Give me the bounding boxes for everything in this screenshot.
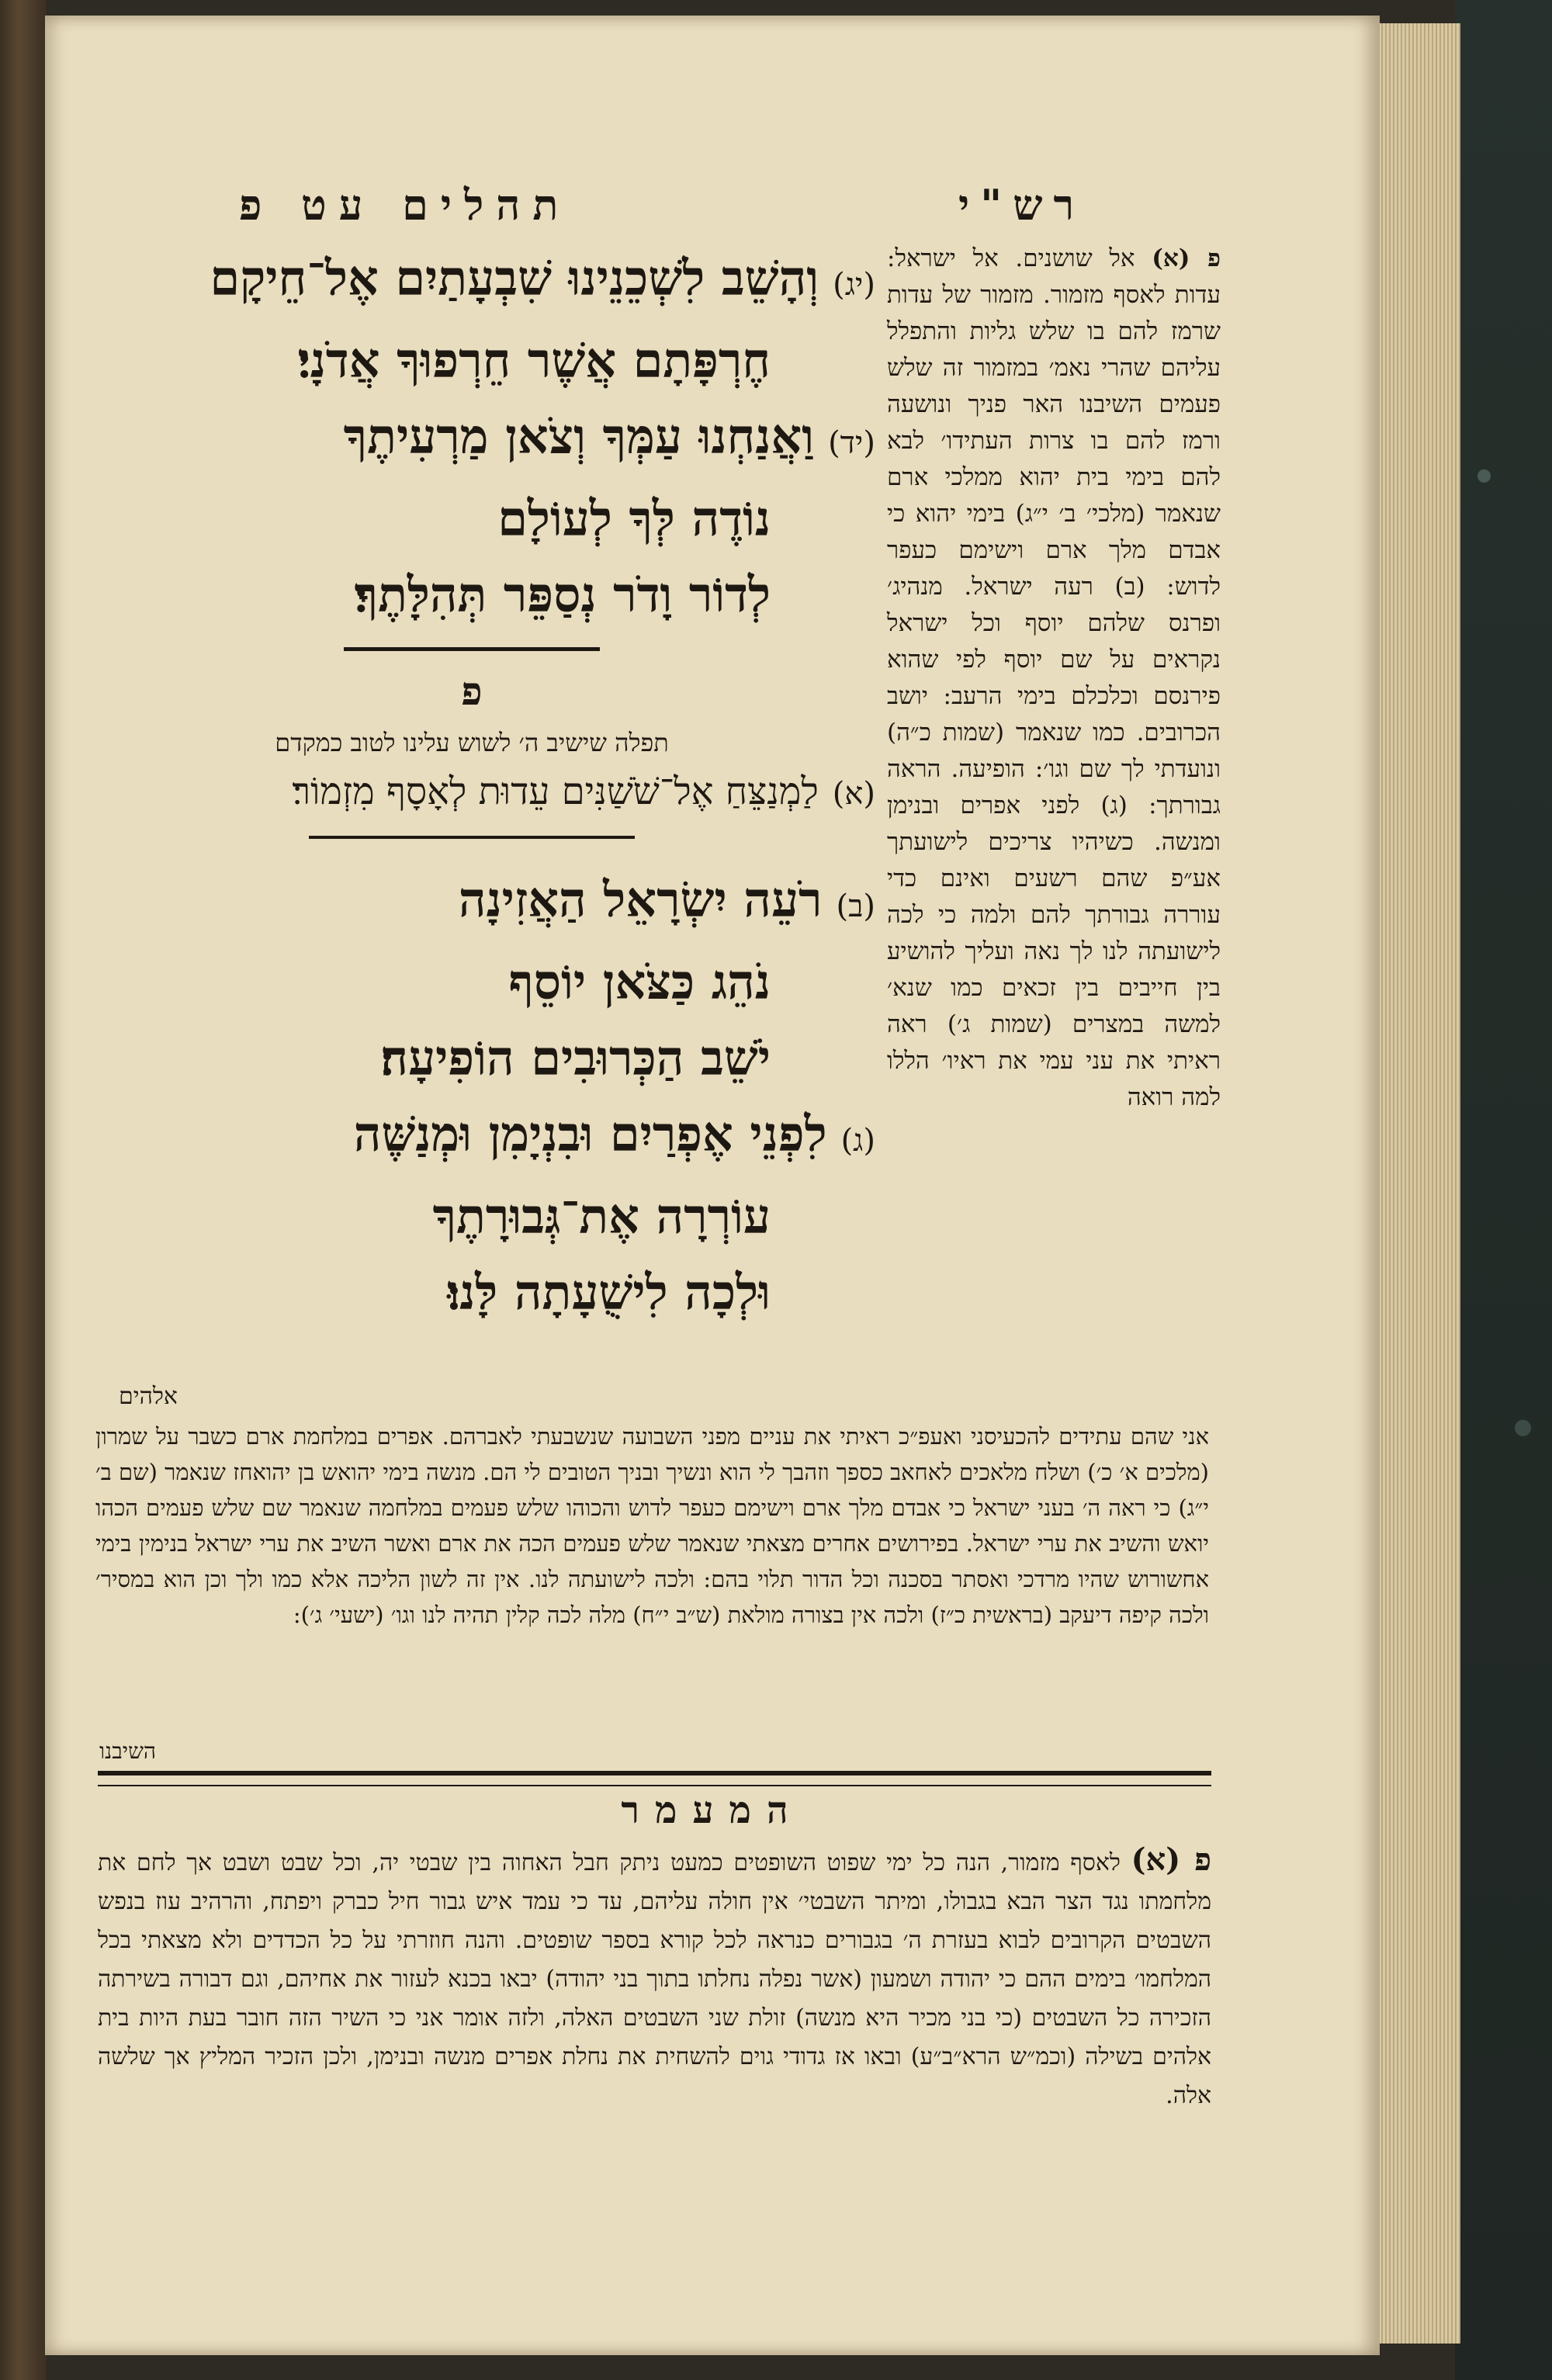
verse-text: רֹעֵה יִשְׂרָאֵל הַאֲזִינָה bbox=[458, 871, 823, 928]
verse-line: נוֹדֶה לְּךָ לְעוֹלָם bbox=[497, 490, 771, 547]
verse-number: (ב) bbox=[836, 889, 875, 924]
verse-line: וּלְכָה לִישֻׁעָתָה לָּנוּ׃ bbox=[447, 1264, 771, 1321]
verse-line bbox=[68, 862, 875, 944]
verse-text: וְהָשֵׁב לִשְׁכֵנֵינוּ שִׁבְעָתַיִם אֶל־חֵיקָם bbox=[210, 250, 819, 307]
section-divider bbox=[344, 647, 600, 651]
parasha-mark: פ bbox=[461, 668, 483, 714]
catchword: השיבנו bbox=[99, 1738, 157, 1764]
verse-line bbox=[68, 241, 875, 323]
scripture-column bbox=[68, 241, 875, 1331]
double-rule-divider bbox=[98, 1771, 1211, 1786]
commentary-header: רש"י bbox=[958, 180, 1085, 230]
verse-line bbox=[68, 399, 875, 481]
page-edges bbox=[1374, 23, 1460, 2344]
running-header: תהלים עט פ bbox=[239, 180, 571, 230]
verse-line bbox=[68, 1096, 875, 1179]
book-binding bbox=[0, 0, 47, 2380]
verse-number: (ג) bbox=[840, 1123, 875, 1159]
verse-line: יֹשֵׁב הַכְּרוּבִים הוֹפִיעָה׃ bbox=[380, 1030, 771, 1086]
verse-line: לְדוֹר וָדֹר נְסַפֵּר תְּהִלָּתֶךָ׃ bbox=[354, 566, 771, 623]
rashi-commentary-continued: אני שהם עתידים להכעיסני ואעפ״כ ראיתי את עניים מפני השבועה שנשבעתי לאברהם. אפרים במלחמת ארם כשבר על שמרון (מלכים א׳ כ׳) ושלח מלאכים לאחאב כספך וזהבך לי הוא ונשיך ובניך הטובים לי הם. מנשה בימי יהואש בן יהואחז שנאמר (שם ב׳ י״ג) כי ראה ה׳ בעני ישראל כי אבדם מלך ארם וישימם כעפר לדוש והכוהו שלש פעמים במלחמה שנאמר שם שלש פעמים הכהו יואש והשיב את ערי ישראל. בפירושים אחרים מצאתי שנאמר שלש פעמים הכה את ארם ואשר השיב את ערי ישראל בנימין בימי אחשורוש שהיו מרדכי ואסתר בסכנה וכל הדור תלוי בהם: ולכה לישועתה לנו. אין זה לשון הליכה אלא כמו ולך וכן הוא במסיר׳ ולכה קיפה דיעקב (בראשית כ״ז) ולכה אין בצורה מולאת (ש״ב י״ח) מלה לכה קלין תהיה לנו וגו׳ (ישעי׳ ג׳): bbox=[95, 1423, 1209, 1628]
verse-text: לִפְנֵי אֶפְרַיִם וּבִנְיָמִן וּמְנַשֶּׁה bbox=[353, 1106, 827, 1162]
verse-text: לַמְנַצֵּחַ אֶל־שֹׁשַׁנִּים עֵדוּת לְאָסָף מִזְמוֹר׃ bbox=[292, 770, 819, 813]
commentary-text: לאסף מזמור, הנה כל ימי שפוט השופטים כמעט ניתק חבל האחוה בין שבטי יה, וכל שבט ושבט אך לחם את מלחמתו נגד הצר הבא בגבולו, ומיתר השבטי׳ אין חולה עליהם, עד כי עמד איש גבור חיל כברק ויפתח, והרהיב עוז בנפש השבטים הקרובים לבוא בעזרת ה׳ בגבורים כנראה לכל קורא בספר שופטים. והנה חוזרתי על כל הכדדים ולא מצאתי בכל המלחמו׳ בימים ההם כי יהודה ושמעון (אשר נפלה נחלתו בתוך בני יהודה) יבאו בכנא לעזור את אחיהם, וגם דבורה בשירתה הזכירה כל השבטים (כי בני מכיר היא מנשה) זולת שני השבטים האלה, ולזה אומר אני כי השיר הזה חובר בעת היות בית אלהים בשילה (וכמ״ש הרא״ב״ע) ובאו אז גדודי גוים להשחית את נחלת אפרים מנשה ובנימן, ולכן הזכיר המליץ אך שלשה אלה. bbox=[98, 1849, 1211, 2109]
section-divider bbox=[309, 836, 635, 839]
verse-line: נֹהֵג כַּצֹּאן יוֹסֵף bbox=[508, 954, 771, 1010]
verse-line: חֶרְפָּתָם אֲשֶׁר חֵרְפוּךָ אֲדֹנָי׃ bbox=[297, 332, 771, 389]
maamar-commentary bbox=[98, 1841, 1211, 2115]
catchword: אלהים bbox=[119, 1383, 178, 1410]
rashi-commentary bbox=[887, 241, 1221, 1116]
verse-number: (יד) bbox=[828, 425, 875, 461]
commentary-text: אל שושנים. אל ישראל: עדות לאסף מזמור. מזמור של עדות שרמז להם בו שלש גליות והתפלל עליהם שהרי נאמ׳ במזמור זה שלש פעמים השיבנו האר פניך ונושעה ורמז להם בו צרות העתידו׳ לבא להם בימי בית יהוא ממלכי ארם שנאמר (מלכי׳ ב׳ י״ג) בימי יהוא כי אבדם מלך ארם וישימם כעפר לדוש: (ב) רעה ישראל. מנהיג׳ ופרנס שלהם יוסף וכל ישראל נקראים על שם יוסף לפי שהוא פירנסם וכלכלם בימי הרעב: יושב הכרובים. כמו שנאמר (שמות כ״ה) ונועדתי לך שם וגו׳: הופיעה. הראה גבורתך: (ג) לפני אפרים ובנימן ומנשה. כשיהיו צריכים לישועתך אע״פ שהם רשעים ואינם כדי עוררה גבורתך להם ולמה כי לכה לישועתה לנו לך נאה ועליך להושיע בין חייבים בין זכאים כמו שנא׳ למשה במצרים (שמות ג׳) ראה ראיתי את עני עמי את ראיו׳ הללו למה רואה bbox=[887, 244, 1221, 1111]
verse-text: וַאֲנַחְנוּ עַמְּךָ וְצֹאן מַרְעִיתֶךָ bbox=[343, 408, 815, 465]
verse-number: (א) bbox=[832, 776, 875, 812]
marbled-cover-board bbox=[1455, 0, 1552, 2380]
psalm-summary: תפלה שישיב ה׳ לשוש עלינו לטוב כמקדם bbox=[275, 728, 669, 757]
book-page bbox=[45, 16, 1380, 2355]
psalm-superscription bbox=[68, 760, 875, 825]
commentary-label: פ (א) bbox=[1131, 1841, 1211, 1878]
verse-line: עוֹרְרָה אֶת־גְּבוּרָתֶךָ bbox=[432, 1188, 771, 1245]
verse-number: (יג) bbox=[833, 267, 875, 303]
commentary-label: פ (א) bbox=[1152, 244, 1221, 272]
maamar-title: המעמר bbox=[621, 1789, 804, 1832]
